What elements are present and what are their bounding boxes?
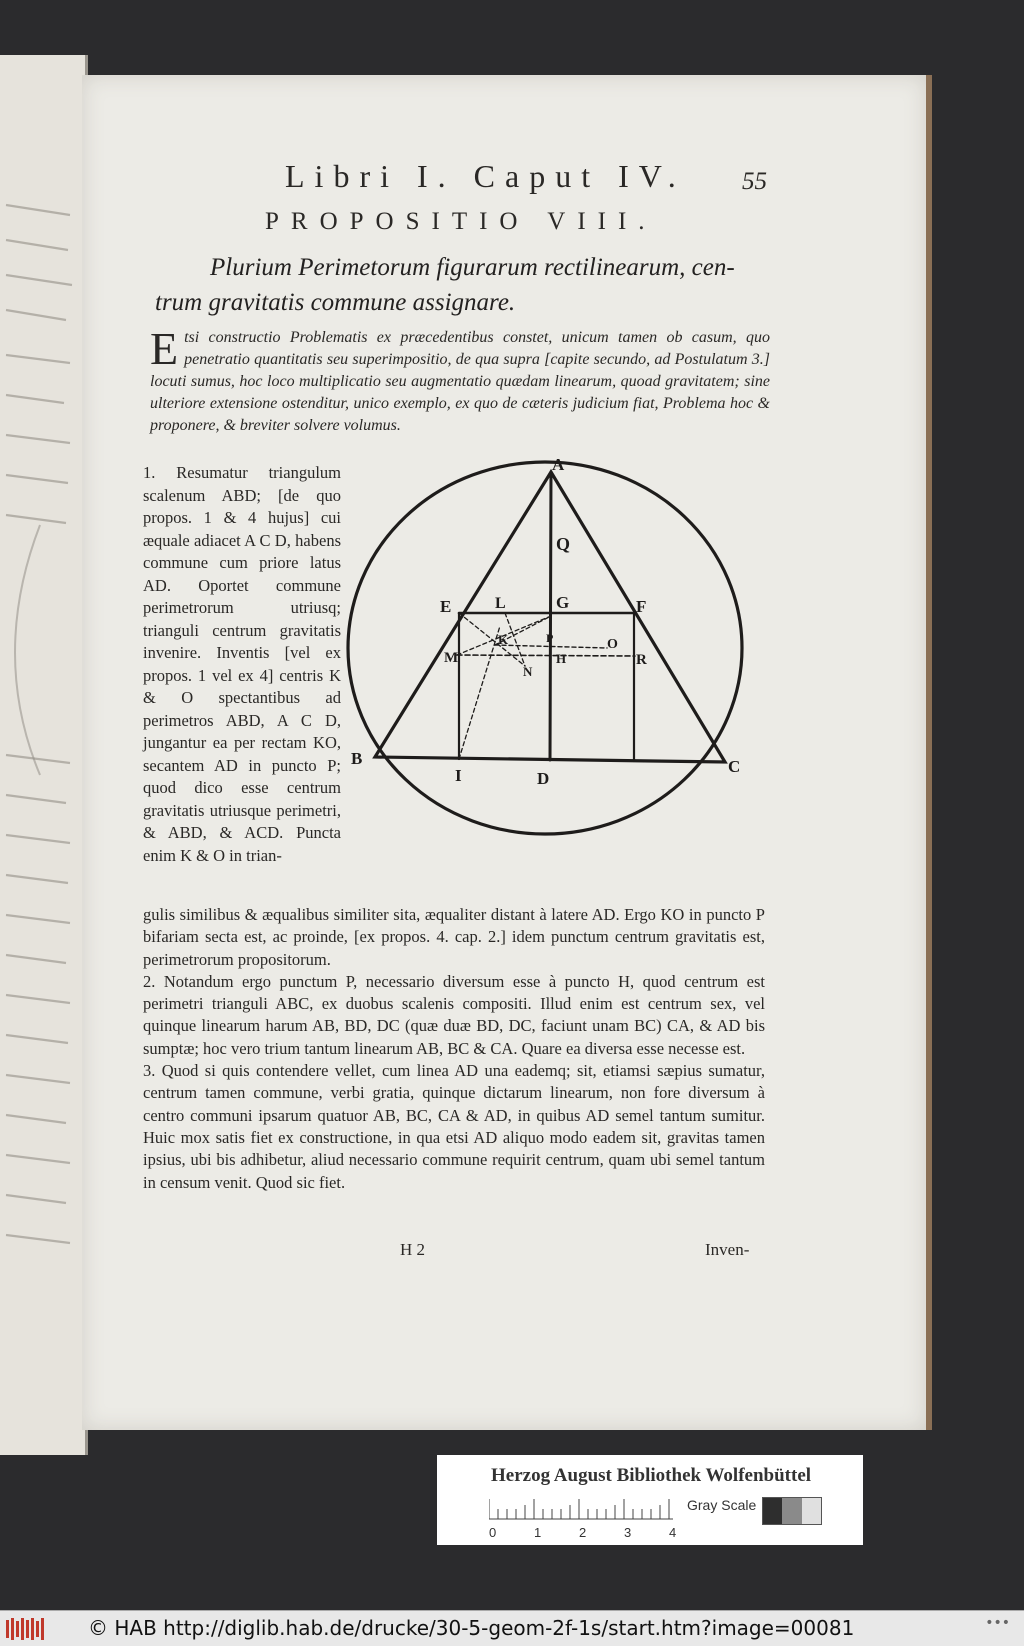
label-q: Q: [556, 534, 571, 554]
source-url-text: © HAB http://diglib.hab.de/drucke/30-5-geom-2f-1s/start.htm?image=00081: [88, 1616, 855, 1640]
label-r: R: [636, 652, 647, 668]
paragraph-1-column: 1. Resumatur triangulum scalenum ABD; [de quo propos. 1 & 4 hujus] cui æquale adiacet A C D, habens commune cum priore latus AD. Oportet commune perimetrorum utriusq; trianguli centrum gravitatis invenire. Inventis [vel ex propos. 1 vel ex 4] centris K & O spectantibus ad perimetros ABD, A C D, jungantur ea per rectam KO, secantem AD in puncto P; quod dico esse centrum gravitatis utriusque perimetri, & ABD, & ACD. Puncta enim K & O in trian-: [143, 463, 341, 865]
statement-line-1: Plurium Perimetorum figurarum rectilinearum, cen-: [210, 254, 735, 281]
intro-text: tsi constructio Problematis ex præcedentibus constet, unicum tamen ob casum, quo penetratio quantitatis seu superimpositio, de qua supra [capite secundo, ad Postulatum 3.] locuti sumus, hoc loco multiplicatio seu augmentatio quædam linearum, quoad gravitatem; sine ulteriore extensione ostenditur, unico exemplo, ex quo de cæteris judicium fiat, Problema hoc & proponere, & breviter solvere volumus.: [150, 329, 770, 434]
label-e: E: [440, 597, 452, 616]
facing-page-show-through: [0, 55, 85, 1455]
swatch-mid: [782, 1498, 801, 1524]
catchword: Inven-: [705, 1240, 750, 1259]
facing-page-edge: [0, 55, 88, 1455]
label-m: M: [444, 650, 459, 666]
status-bar: [0, 1610, 1024, 1646]
page-number: 55: [742, 168, 767, 195]
label-h: H: [556, 651, 567, 666]
label-d: D: [537, 769, 550, 788]
geometric-figure: [345, 458, 745, 838]
drop-cap: E: [150, 323, 179, 374]
swatch-light: [802, 1498, 821, 1524]
paragraph-2: 2. Notandum ergo punctum P, necessario diversum esse à puncto H, quod centrum est perimetri trianguli ABC, ex duobus scalenis compositi. Illud enim est centrum sex, vel quinque linearum harum AB, BD, DC (quæ duæ BD, DC, faciunt unam BC) CA, & AD bis sumptæ; hoc vero trium tantum linearum AB, BC & CA. Quare ea diversa esse necesse est.: [143, 971, 765, 1058]
hab-logo-icon: [6, 1618, 46, 1640]
label-o: O: [607, 637, 618, 652]
ruler-number-3: 3: [624, 1525, 632, 1540]
label-g: G: [556, 593, 570, 612]
label-a: A: [552, 458, 565, 474]
statement-line-2: trum gravitatis commune assignare.: [155, 289, 516, 316]
gray-scale-swatches: [762, 1497, 822, 1525]
paragraph-3: 3. Quod si quis contendere vellet, cum linea AD una eademq; sit, etiamsi sæpius sumatur, centrum tamen commune, verbi gratia, quinque dictarum linearum, non fore diversum à centro communi ipsarum quatuor AB, BC, CA & AD, in quibus AD semel tantum sumitur. Huic mox satis fiet ex constructione, in qua etsi AD aliquo modo eadem sit, gravitas tamen ipsius, ubi bis adhibetur, aliud necessario commune requirit centrum, quam ubi semel tantum in censum venit. Quod sic fiet.: [143, 1061, 765, 1192]
ruler-number-0: 0: [489, 1525, 497, 1540]
paragraph-1-continued: gulis similibus & æqualibus similiter sita, æqualiter distant à latere AD. Ergo KO in puncto P bifariam secta est, ac proinde, [ex propos. 4. cap. 2.] idem punctum centrum gravitatis est, perimetrorum propositorum.: [143, 905, 765, 969]
more-options-icon[interactable]: •••: [985, 1615, 1010, 1631]
running-header: Libri I. Caput IV.: [285, 158, 686, 194]
label-k: K: [498, 632, 509, 647]
line-mr: [457, 655, 635, 656]
ruler-number-4: 4: [669, 1525, 677, 1540]
label-f: F: [636, 597, 647, 616]
signature-mark: H 2: [400, 1240, 426, 1259]
label-n: N: [523, 664, 533, 679]
scan-color-bar: [437, 1455, 863, 1545]
main-text-block: [143, 904, 765, 1194]
label-p: P: [546, 631, 554, 645]
ruler-number-2: 2: [579, 1525, 587, 1540]
ruler-number-1: 1: [534, 1525, 542, 1540]
intro-paragraph: [150, 323, 770, 437]
gray-scale-label: Gray Scale: [687, 1497, 757, 1513]
library-name: Herzog August Bibliothek Wolfenbüttel: [491, 1465, 812, 1486]
swatch-dark: [763, 1498, 782, 1524]
label-c: C: [728, 757, 741, 776]
measurement-ruler: [489, 1495, 674, 1523]
label-l: L: [495, 595, 506, 612]
proposition-statement: [155, 250, 775, 320]
proposition-title: PROPOSITIO VIII.: [265, 208, 657, 235]
label-i: I: [455, 766, 462, 785]
label-b: B: [351, 749, 363, 768]
